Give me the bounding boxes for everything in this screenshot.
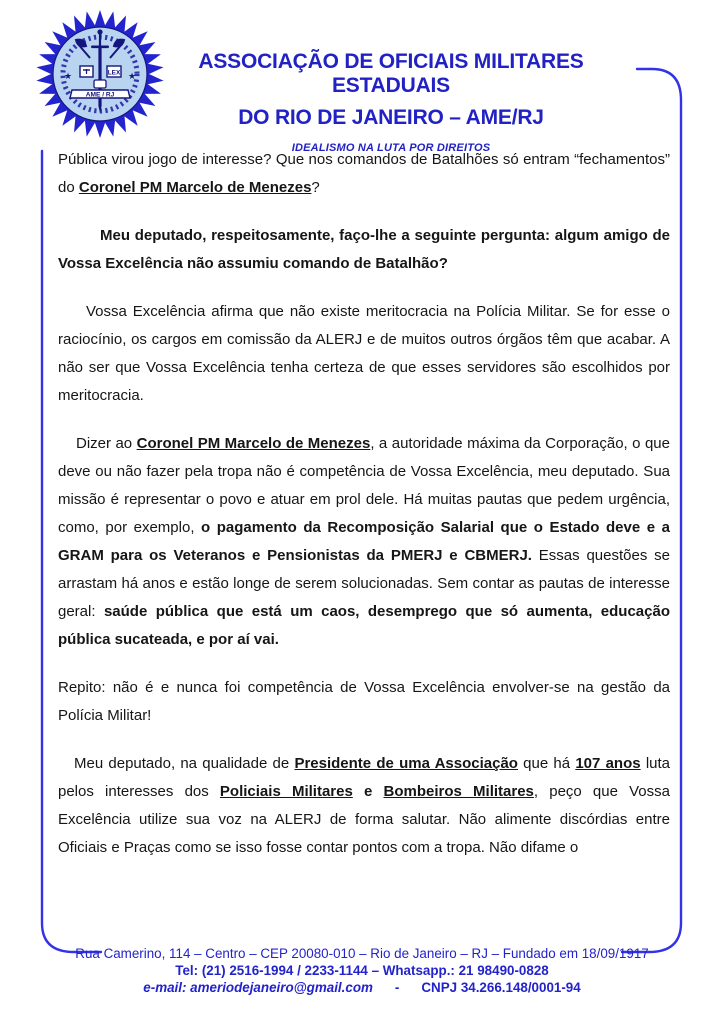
text-run: , a autoridade máxima da Corporação, o que deve ou não fazer pela tropa não é competência de Vossa Excelência, meu deputado. Sua missão é representar o povo e atuar em prol dele. Há muitas pautas que pedem urgência, como, por exemplo, <box>58 435 670 536</box>
paragraph <box>58 750 670 862</box>
text-run: Dizer ao <box>76 435 137 452</box>
paragraph <box>58 146 670 202</box>
text-run: , peço que Vossa Excelência utilize sua voz na ALERJ de forma salutar. Não alimente discórdias entre Oficiais e Praças como se isso fosse contar pontos com a tropa. Não difame o <box>58 783 670 856</box>
letter-body <box>58 146 670 862</box>
association-tagline: IDEALISMO NA LUTA POR DIREITOS <box>291 142 491 154</box>
text-run: Coronel PM Marcelo de Menezes <box>78 179 312 196</box>
footer-address: Rua Camerino, 114 – Centro – CEP 20080-010 – Rio de Janeiro – RJ – Fundado em 18/09/1917 <box>75 946 649 961</box>
footer-cnpj: CNPJ 34.266.148/0001-94 <box>421 980 581 995</box>
footer-phones: Tel: (21) 2516-1994 / 2233-1144 – Whatsapp.: 21 98490-0828 <box>175 963 549 978</box>
text-run: Meu deputado, respeitosamente, faço-lhe a seguinte pergunta: algum amigo de Vossa Excelência não assumiu comando de Batalhão? <box>58 227 670 272</box>
text-run: Presidente de uma Associação <box>294 755 518 772</box>
ame-rj-seal-logo <box>30 4 170 148</box>
text-run: Policiais Militares <box>219 783 353 800</box>
footer-separator: - <box>394 980 400 995</box>
footer-email-cnpj <box>0 979 724 996</box>
seal-icon <box>30 4 170 148</box>
text-run: Meu deputado, na qualidade de <box>74 755 295 772</box>
seal-star-left: ★ <box>63 71 73 81</box>
footer-email: e-mail: ameriodejaneiro@gmail.com <box>143 980 373 995</box>
text-run: Pública virou jogo de interesse? Que nos comandos de Batalhões só entram “fechamentos” do <box>58 151 670 196</box>
text-run: e <box>352 783 384 800</box>
letter-footer <box>0 945 724 996</box>
text-run: Vossa Excelência afirma que não existe meritocracia na Polícia Militar. Se for esse o raciocínio, os cargos em comissão da ALERJ e de muitos outros órgãos têm que acabar. A não ser que Vossa Excelência tenha certeza de que esses servidores são escolhidos por meritocracia. <box>58 303 670 404</box>
text-run: Bombeiros Militares <box>383 783 534 800</box>
seal-shield <box>94 80 106 88</box>
seal-tablet-scales <box>80 66 93 77</box>
seal-star-right: ★ <box>127 71 137 81</box>
text-run: 107 anos <box>575 755 641 772</box>
association-title-line1: ASSOCIAÇÃO DE OFICIAIS MILITARES ESTADUAIS <box>198 50 584 97</box>
text-run: que há <box>517 755 576 772</box>
paragraph <box>58 674 670 730</box>
text-run: saúde pública que está um caos, desemprego que só aumenta, educação pública sucateada, e por aí vai. <box>58 603 670 648</box>
svg-text:LEX: LEX <box>107 69 121 77</box>
letterhead <box>150 50 632 154</box>
seal-tablet-lex <box>107 66 121 77</box>
association-title-line2: DO RIO DE JANEIRO – AME/RJ <box>238 106 544 129</box>
text-run: o pagamento da Recomposição Salarial que o Estado deve e a GRAM para os Veteranos e Pensionistas da PMERJ e CBMERJ. <box>58 519 670 564</box>
svg-text:AME / RJ: AME / RJ <box>85 91 115 99</box>
text-run: Repito: não é e nunca foi competência de Vossa Excelência envolver-se na gestão da Polícia Militar! <box>58 679 670 724</box>
text-run: luta pelos interesses dos <box>58 755 671 800</box>
text-run: Essas questões se arrastam há anos e estão longe de serem solucionadas. Sem contar as pautas de interesse geral: <box>58 547 671 620</box>
text-run: Coronel PM Marcelo de Menezes <box>136 435 371 452</box>
seal-banner <box>70 90 130 99</box>
paragraph <box>58 430 670 654</box>
paragraph <box>58 222 670 278</box>
text-run: ? <box>311 179 320 196</box>
paragraph <box>58 298 670 410</box>
